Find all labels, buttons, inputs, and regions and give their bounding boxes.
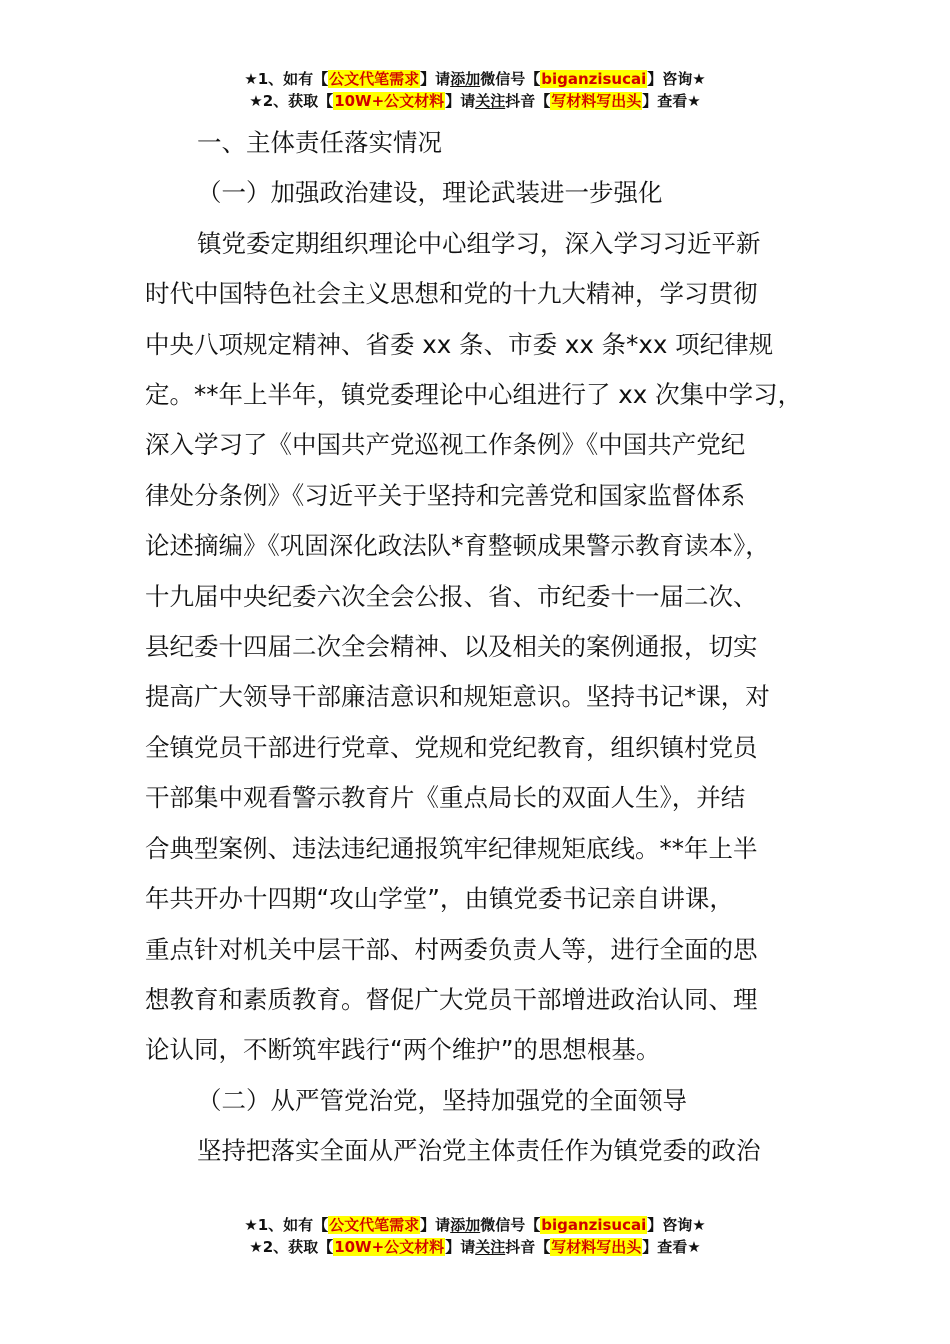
douyin-highlight: 写材料写出头 — [551, 92, 642, 110]
paragraph-line: 重点针对机关中层干部、村两委负责人等，进行全面的思 — [145, 934, 758, 964]
banner-text: 】查看★ — [642, 1238, 701, 1256]
paragraph-line: 镇党委定期组织理论中心组学习，深入学习习近平新 — [197, 228, 761, 258]
banner-highlight: 10W+公文材料 — [334, 1238, 445, 1256]
banner-underlined: 添加 — [450, 70, 481, 88]
banner-highlight: 10W+公文材料 — [334, 92, 445, 110]
paragraph-line: 中央八项规定精神、省委 xx 条、市委 xx 条*xx 项纪律规 — [145, 329, 774, 359]
paragraph-line: 律处分条例》《习近平关于坚持和完善党和国家监督体系 — [145, 480, 746, 510]
wechat-id-highlight: biganzisucai — [541, 1216, 647, 1234]
banner-text: ★2、获取【 — [249, 1238, 334, 1256]
paragraph-line: 想教育和素质教育。督促广大党员干部增进政治认同、理 — [145, 984, 758, 1014]
document-body — [145, 118, 835, 1177]
paragraph-line: 十九届中央纪委六次全会公报、省、市纪委十一届二次、 — [145, 581, 758, 611]
paragraph-line: 时代中国特色社会主义思想和党的十九大精神，学习贯彻 — [145, 279, 758, 309]
banner-text: 】查看★ — [642, 92, 701, 110]
banner-text: 】咨询★ — [647, 1216, 706, 1234]
paragraph-line: 定。**年上半年，镇党委理论中心组进行了 xx 次集中学习， — [145, 380, 803, 410]
wechat-id-highlight: biganzisucai — [541, 70, 647, 88]
paragraph-line: 年共开办十四期“攻山学堂”，由镇党委书记亲自讲课， — [145, 884, 734, 914]
footer-banner — [0, 1214, 950, 1258]
paragraph-line: 论述摘编》《巩固深化政法队*育整顿成果警示教育读本》， — [145, 531, 770, 561]
banner-text: 】请 — [420, 70, 451, 88]
subsection-heading: （二）从严管党治党，坚持加强党的全面领导 — [197, 1085, 687, 1115]
banner-text: ★1、如有【 — [244, 70, 329, 88]
paragraph-line: 提高广大领导干部廉洁意识和规矩意识。坚持书记*课，对 — [145, 682, 770, 712]
banner-underlined: 关注 — [475, 1238, 506, 1256]
banner-line-1 — [0, 68, 950, 90]
banner-text: 】请 — [445, 1238, 476, 1256]
douyin-highlight: 写材料写出头 — [551, 1238, 642, 1256]
paragraph-line: 合典型案例、违法违纪通报筑牢纪律规矩底线。**年上半 — [145, 833, 758, 863]
header-banner — [0, 68, 950, 112]
banner-text: 】请 — [420, 1216, 451, 1234]
paragraph-line: 干部集中观看警示教育片《重点局长的双面人生》，并结 — [145, 783, 746, 813]
banner-underlined: 添加 — [450, 1216, 481, 1234]
banner-text: ★1、如有【 — [244, 1216, 329, 1234]
banner-text: 抖音【 — [505, 1238, 551, 1256]
banner-text: 微信号【 — [480, 70, 541, 88]
banner-line-2 — [0, 1236, 950, 1258]
banner-highlight: 公文代笔需求 — [329, 1216, 420, 1234]
section-heading: 一、主体责任落实情况 — [197, 128, 442, 157]
paragraph-line: 县纪委十四届二次全会精神、以及相关的案例通报，切实 — [145, 632, 758, 662]
banner-line-1 — [0, 1214, 950, 1236]
subsection-heading: （一）加强政治建设，理论武装进一步强化 — [197, 178, 663, 208]
banner-text: 微信号【 — [480, 1216, 541, 1234]
paragraph-line: 深入学习了《中国共产党巡视工作条例》《中国共产党纪 — [145, 430, 746, 460]
banner-text: 抖音【 — [505, 92, 551, 110]
paragraph-line: 坚持把落实全面从严治党主体责任作为镇党委的政治 — [197, 1136, 761, 1166]
banner-line-2 — [0, 90, 950, 112]
banner-text: 】请 — [445, 92, 476, 110]
banner-underlined: 关注 — [475, 92, 506, 110]
banner-highlight: 公文代笔需求 — [329, 70, 420, 88]
paragraph-line: 全镇党员干部进行党章、党规和党纪教育，组织镇村党员 — [145, 732, 758, 762]
banner-text: ★2、获取【 — [249, 92, 334, 110]
banner-text: 】咨询★ — [647, 70, 706, 88]
paragraph-line: 论认同，不断筑牢践行“两个维护”的思想根基。 — [145, 1035, 661, 1065]
